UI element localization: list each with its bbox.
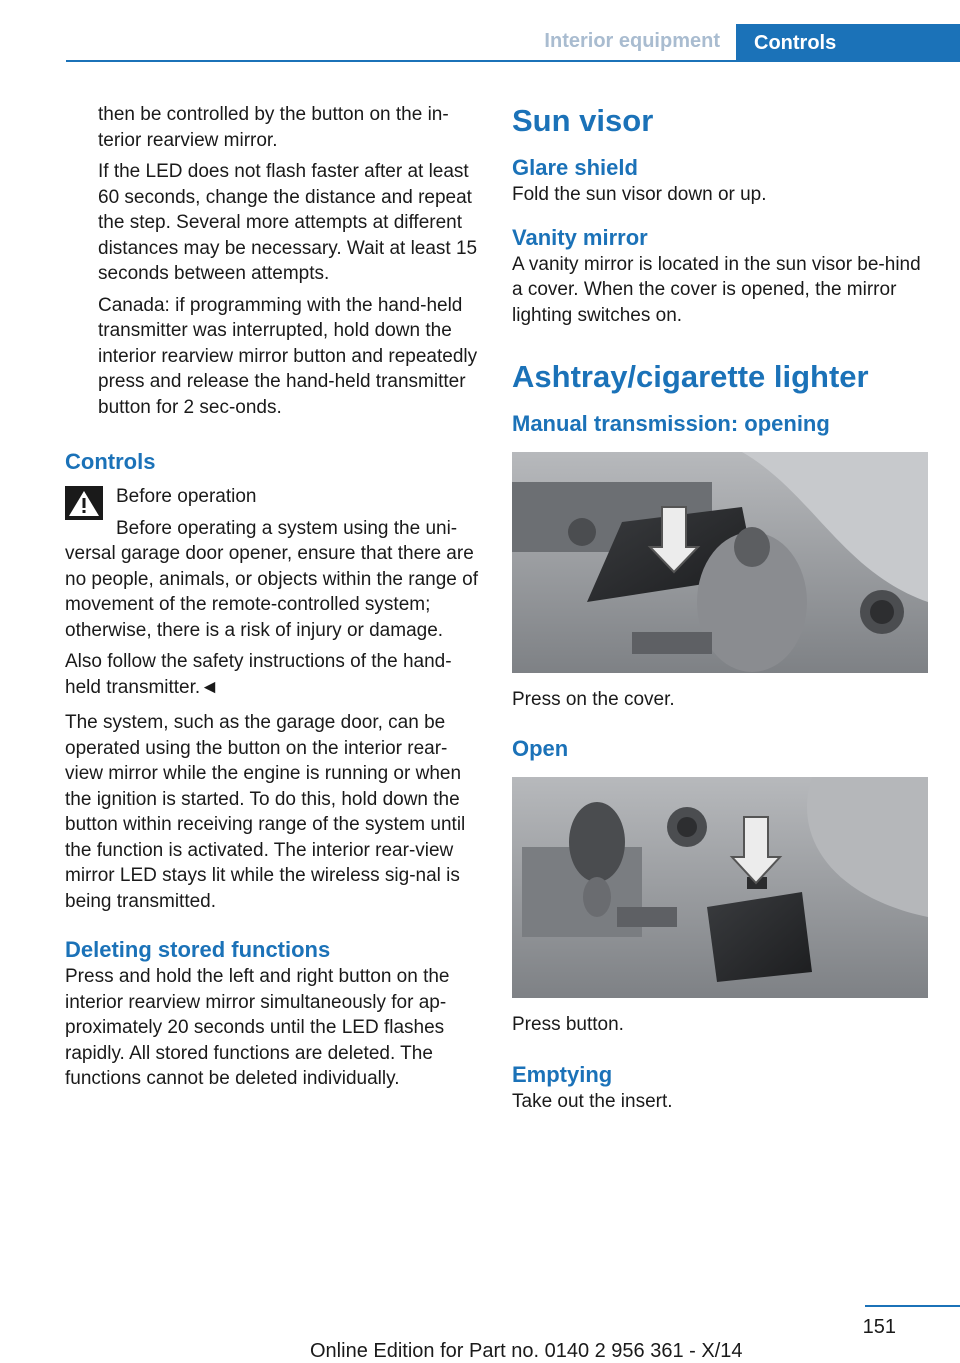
right-column [512,102,928,1115]
emptying-text: Take out the insert. [512,1091,673,1112]
glare-shield-text: Fold the sun visor down or up. [512,184,767,205]
header-divider [66,60,960,62]
warning-title: Before operation [116,486,257,507]
warning-triangle-icon [65,486,103,520]
emptying-heading: Emptying [512,1062,613,1087]
paragraph-mirror-control: then be controlled by the button on the in-terior rearview mirror. [98,104,449,151]
press-cover-caption: Press on the cover. [512,689,675,710]
footer-divider [865,1305,960,1307]
manual-transmission-heading: Manual transmission: opening [512,411,830,436]
vanity-mirror-text: A vanity mirror is located in the sun visor be-hind a cover. When the cover is opened, the mirror lighting switches on. [512,253,921,326]
paragraph-led-flash: If the LED does not flash faster after at least 60 seconds, change the distance and repeat the step. Several more attempts at different distances may be necessary. Wait at least 15 seconds between attempts. [98,161,478,284]
press-button-caption: Press button. [512,1013,624,1035]
controls-heading: Controls [65,449,156,474]
paragraph-canada: Canada: if programming with the hand-held transmitter was interrupted, hold down the interior rearview mirror button and repeatedly press and release the hand-held transmitter button for 2 sec-onds. [98,294,478,418]
header-section-title: Interior equipment [544,30,720,52]
page-number: 151 [862,1316,896,1338]
ashtray-heading: Ashtray/cigarette lighter [512,359,869,394]
deleting-heading: Deleting stored functions [65,937,331,962]
header-tab-controls [736,24,960,62]
paragraph-system-operation: The system, such as the garage door, can be operated using the button on the interior rear-view mirror while the engine is running or when the ignition is started. To do this, hold down the button within receiving range of the system until the function is activated. The interior rear-view mirror LED stays lit while the wireless sig-nal is being transmitted. [65,712,466,912]
warning-block [65,484,480,643]
paragraph-safety: Also follow the safety instructions of the hand-held transmitter.◄ [65,651,452,698]
ashtray-open-illustration [512,777,928,998]
ashtray-cover-illustration [512,452,928,673]
paragraph-deleting: Press and hold the left and right button on the interior rearview mirror simultaneously for ap-proximately 20 seconds until the LED flashes rapidly. All stored functions are deleted. The functions cannot be deleted individually. [65,966,450,1089]
glare-shield-heading: Glare shield [512,155,638,180]
left-column [65,102,480,1092]
open-heading: Open [512,735,569,761]
sun-visor-heading: Sun visor [512,103,654,138]
vanity-mirror-heading: Vanity mirror [512,224,648,250]
warning-text: Before operating a system using the uni-versal garage door opener, ensure that there are no people, animals, or objects within the range of movement of the remote-controlled system; otherwise, there is a risk of injury or damage. [65,517,478,641]
header-tab-label: Controls [754,31,837,54]
footer-edition: Online Edition for Part no. 0140 2 956 361 - X/14 [310,1340,743,1362]
